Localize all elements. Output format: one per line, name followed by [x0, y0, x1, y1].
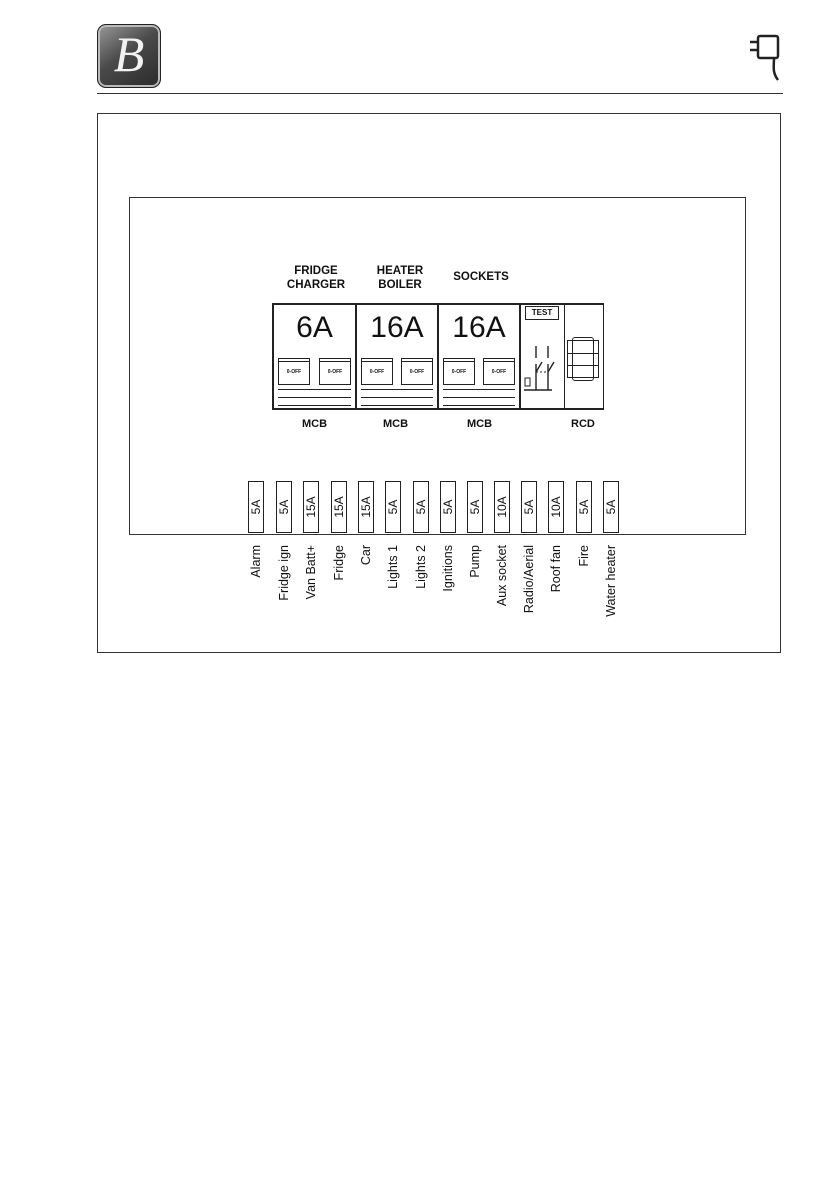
fuse-label: Aux socket — [495, 545, 509, 607]
fuse-lights-2: 5A — [413, 481, 429, 533]
fuse-label: Car — [359, 545, 373, 566]
mcb-heater-boiler — [356, 304, 438, 409]
group-label-heater-boiler: HEATER BOILER — [376, 265, 424, 291]
fuse-label: Pump — [468, 545, 482, 578]
fuse-fridge: 15A — [331, 481, 347, 533]
mcb-rating: 6A — [296, 311, 333, 344]
mcb-lever-right[interactable]: 0-OFF — [319, 361, 351, 385]
rcd-divider — [564, 304, 565, 409]
mcb-lever-right[interactable]: 0-OFF — [401, 361, 433, 385]
fuse-label: Alarm — [249, 545, 263, 578]
rail-line — [278, 389, 351, 390]
fuse-van-batt: 15A — [303, 481, 319, 533]
fuse-fire: 5A — [576, 481, 592, 533]
fuse-label: Fridge ign — [277, 545, 291, 601]
group-label-sockets: SOCKETS — [453, 271, 509, 283]
mcb-label: MCB — [383, 418, 409, 430]
mcb-sockets — [438, 304, 520, 409]
mcb-lever-left[interactable]: 0-OFF — [361, 361, 393, 385]
mcb-fridge-charger — [273, 304, 356, 409]
fuse-alarm: 5A — [248, 481, 264, 533]
mains-plug-icon — [748, 34, 784, 82]
rail-line — [361, 397, 433, 398]
fuse-roof-fan: 10A — [548, 481, 564, 533]
fuse-pump: 5A — [467, 481, 483, 533]
mcb-rating: 16A — [452, 311, 506, 344]
fuse-car: 15A — [358, 481, 374, 533]
mcb-lever-right[interactable]: 0-OFF — [483, 361, 515, 385]
fuse-label: Van Batt+ — [304, 545, 318, 600]
fuse-label: Fridge — [332, 545, 346, 581]
mcb-rating: 16A — [370, 311, 424, 344]
fuse-radio-aerial: 5A — [521, 481, 537, 533]
mcb-lever-left[interactable]: 0-OFF — [278, 361, 310, 385]
mcb-label: MCB — [302, 418, 328, 430]
fuse-lights-1: 5A — [385, 481, 401, 533]
mcb-label: MCB — [467, 418, 493, 430]
rcd-label: RCD — [571, 418, 595, 430]
rcd-test-button[interactable]: TEST — [525, 306, 559, 320]
rail-line — [361, 389, 433, 390]
fuse-water-heater: 5A — [603, 481, 619, 533]
fuse-ignitions: 5A — [440, 481, 456, 533]
brand-logo-letter: B — [113, 26, 145, 82]
fuse-label: Lights 2 — [414, 545, 428, 589]
fuse-label: Radio/Aerial — [522, 545, 536, 614]
rcd-toggle[interactable] — [567, 340, 599, 378]
fuse-aux-socket: 10A — [494, 481, 510, 533]
fuse-label: Fire — [577, 545, 591, 567]
fuse-label: Roof fan — [549, 545, 563, 593]
group-label-fridge-charger: FRIDGE CHARGER — [286, 265, 346, 291]
rail-line — [443, 389, 515, 390]
header-rule — [97, 93, 783, 94]
rail-line — [361, 405, 433, 406]
rcd-switch-symbol-icon — [522, 342, 558, 398]
brand-logo — [97, 24, 161, 88]
mcb-lever-left[interactable]: 0-OFF — [443, 361, 475, 385]
fuse-fridge-ign: 5A — [276, 481, 292, 533]
rail-line — [278, 405, 351, 406]
rail-line — [278, 397, 351, 398]
rail-line — [443, 397, 515, 398]
fuse-label: Ignitions — [441, 545, 455, 592]
rail-line — [443, 405, 515, 406]
fuse-label: Water heater — [604, 545, 618, 617]
fuse-label: Lights 1 — [386, 545, 400, 589]
